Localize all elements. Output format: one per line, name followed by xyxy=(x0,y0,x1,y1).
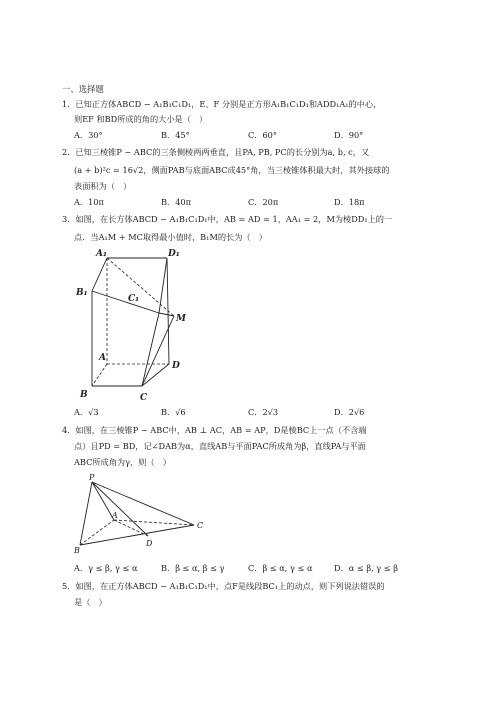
label-a-q4: A xyxy=(112,511,118,520)
question-5-line-1: 5．如图，在正方体ABCD − A₁B₁C₁D₁中，点F是线段BC₁上的动点，则下列说法错误的 xyxy=(62,581,385,591)
q1-option-b: B．45° xyxy=(161,130,190,140)
q4-option-a: A．γ ≤ β, γ ≤ α xyxy=(74,563,138,573)
q3-option-c: C．2√3 xyxy=(248,407,279,417)
q3-option-d: D．2√6 xyxy=(334,407,365,417)
label-b1: B₁ xyxy=(76,288,88,298)
label-p: P xyxy=(89,473,95,482)
label-a: A xyxy=(99,353,106,363)
q1-option-c: C．60° xyxy=(248,130,277,140)
q2-option-a: A．10π xyxy=(74,197,104,207)
q4-option-b: B．β ≤ α, β ≤ γ xyxy=(161,563,225,573)
cuboid-figure xyxy=(72,246,192,402)
question-4-line-2: 点）且PD = BD，记∠DAB为α，直线AB与平面PAC所成角为β，直线PA与平面 xyxy=(74,441,366,451)
q1-option-a: A．30° xyxy=(74,130,103,140)
label-d-q4: D xyxy=(146,539,153,548)
label-c1: C₁ xyxy=(128,294,140,304)
q4-option-c: C．β ≤ α, γ ≤ α xyxy=(248,563,313,573)
label-d1: D₁ xyxy=(168,249,180,259)
label-b-q4: B xyxy=(74,546,80,555)
label-m: M xyxy=(176,314,186,324)
label-c: C xyxy=(140,393,148,402)
question-4-line-1: 4．如图，在三棱锥P − ABC中，AB ⊥ AC，AB = AP，D是棱BC上一点（不含端 xyxy=(62,425,367,435)
section-heading: 一、选择题 xyxy=(62,84,104,94)
question-5-line-2: 是（ ） xyxy=(74,597,107,607)
question-3-line-2: 点．当A₁M + MC取得最小值时，B₁M的长为（ ） xyxy=(74,232,267,242)
q4-option-d: D．α ≤ β, γ ≤ β xyxy=(334,563,398,573)
question-2-line-1: 2．已知三棱锥P − ABC的三条侧棱两两垂直，且PA, PB, PC的长分别为a, b, c，又 xyxy=(62,147,370,157)
q2-option-c: C．20π xyxy=(248,197,279,207)
question-2-line-3: 表面积为（ ） xyxy=(74,181,132,191)
q2-option-d: D．18π xyxy=(334,197,365,207)
q3-option-a: A．√3 xyxy=(74,407,99,417)
q3-option-b: B．√6 xyxy=(161,407,186,417)
tetrahedron-figure xyxy=(72,470,212,558)
question-4-line-3: ABC所成角为γ，则（ ） xyxy=(74,457,171,467)
q2-option-b: B．40π xyxy=(161,197,192,207)
question-1-line-1: 1．已知正方体ABCD − A₁B₁C₁D₁，E、F 分别是正方形A₁B₁C₁D₁和ADD₁A₁的中心， xyxy=(62,99,382,109)
question-1-line-2: 则EF 和BD所成的角的大小是（ ） xyxy=(74,114,208,124)
label-c-q4: C xyxy=(197,521,204,530)
question-3-line-1: 3．如图，在长方体ABCD − A₁B₁C₁D₁中，AB = AD = 1，AA₁ = 2，M为棱DD₁上的一 xyxy=(62,214,393,224)
label-b: B xyxy=(80,390,88,400)
question-2-line-2: (a + b)²c = 16√2，侧面PAB与底面ABC成45°角，当三棱锥体积最大时，其外接球的 xyxy=(74,165,390,175)
label-d: D xyxy=(172,361,180,371)
q1-option-d: D．90° xyxy=(334,130,364,140)
label-a1: A₁ xyxy=(96,249,107,259)
